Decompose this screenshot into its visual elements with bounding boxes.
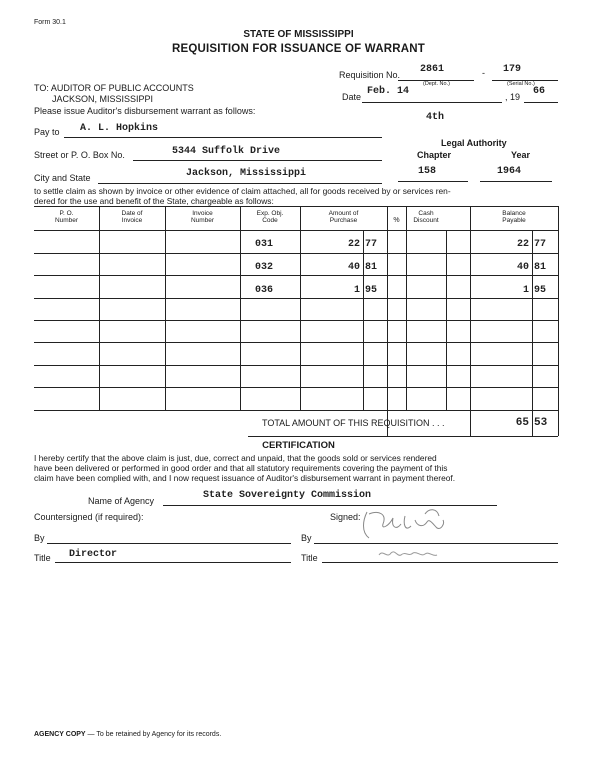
settle-text-line2: dered for the use and benefit of the State, chargeable as follows:	[34, 196, 274, 206]
certification-heading: CERTIFICATION	[262, 440, 335, 451]
form-number: Form 30.1	[34, 19, 66, 26]
certification-line1: I hereby certify that the above claim is just, due, correct and unpaid, that the goods sold or services rendered	[34, 453, 437, 463]
date-value: Feb. 14	[367, 86, 410, 97]
header-amount: Amount of Purchase	[328, 210, 359, 224]
signer-by-label: By	[301, 533, 312, 543]
countersign-title-value: Director	[69, 549, 118, 560]
total-cents: 53	[534, 417, 548, 429]
row1-balance-cents: 77	[534, 239, 547, 250]
footer-text: — To be retained by Agency for its records.	[85, 731, 222, 738]
header-code: Exp. Obj. Code	[256, 210, 284, 224]
agency-value: State Sovereignty Commission	[203, 490, 372, 501]
total-label: TOTAL AMOUNT OF THIS REQUISITION . . .	[262, 418, 445, 428]
countersigned-label: Countersigned (if required):	[34, 512, 144, 522]
dept-caption: (Dept. No.)	[423, 81, 450, 87]
year-label: Year	[511, 150, 531, 160]
row1-amount-dollars: 22	[347, 239, 360, 250]
footer	[34, 731, 221, 738]
legal-authority-heading: Legal Authority	[441, 138, 507, 148]
signature	[345, 504, 465, 544]
date-label: Date	[342, 92, 362, 102]
header-invoice: Invoice Number	[190, 210, 215, 224]
certification-line3: claim have been complied with, and I now request issuance of Auditor's disbursement warrant in payment thereof.	[34, 473, 456, 483]
row2-amount-dollars: 40	[347, 262, 360, 273]
dept-number: 2861	[420, 64, 445, 75]
row3-balance-dollars: 1	[522, 285, 529, 296]
agency-label: Name of Agency	[88, 496, 155, 506]
city-value: Jackson, Mississippi	[186, 168, 307, 179]
header-date: Date of Invoice	[121, 210, 143, 224]
street-label: Street or P. O. Box No.	[34, 150, 125, 160]
signature-title-scribble	[375, 545, 445, 563]
row1-balance-dollars: 22	[516, 239, 529, 250]
total-dollars: 65	[515, 417, 529, 429]
row3-amount-dollars: 1	[353, 285, 360, 296]
row3-balance-cents: 95	[534, 285, 547, 296]
payee-value: A. L. Hopkins	[80, 123, 159, 134]
payee-label: Pay to	[34, 127, 60, 137]
chapter-label: Chapter	[417, 150, 452, 160]
row2-code: 032	[255, 262, 274, 273]
row2-balance-dollars: 40	[516, 262, 529, 273]
header-discount: Cash Discount	[413, 210, 439, 224]
row1-amount-cents: 77	[365, 239, 378, 250]
settle-text-line1: to settle claim as shown by invoice or other evidence of claim attached, all for goods received by or services ren-	[34, 186, 451, 196]
certification-line2: have been delivered or performed in good order and that all statutory requirements covering the payment of this	[34, 463, 448, 473]
row2-amount-cents: 81	[365, 262, 378, 273]
year-prefix: , 19	[505, 92, 521, 102]
addressee-line1: TO: AUDITOR OF PUBLIC ACCOUNTS	[34, 83, 194, 93]
authority-year-value: 1964	[497, 166, 522, 177]
countersign-by-label: By	[34, 533, 45, 543]
date-year: 66	[533, 86, 546, 97]
instruction-text: Please issue Auditor's disbursement warrant as follows:	[34, 106, 256, 116]
state-title: STATE OF MISSISSIPPI	[243, 29, 354, 40]
signer-title-label: Title	[301, 553, 318, 563]
row3-amount-cents: 95	[365, 285, 378, 296]
chapter-value: 158	[418, 166, 437, 177]
requisition-label: Requisition No.	[339, 70, 401, 80]
city-label: City and State	[34, 173, 91, 183]
serial-number: 179	[503, 64, 522, 75]
row2-balance-cents: 81	[534, 262, 547, 273]
footer-agency-copy: AGENCY COPY	[34, 731, 86, 738]
serial-caption: (Serial No.)	[507, 81, 535, 87]
legal-day: 4th	[426, 112, 445, 123]
street-value: 5344 Suffolk Drive	[172, 146, 281, 157]
row1-code: 031	[255, 239, 274, 250]
addressee-line2: JACKSON, MISSISSIPPI	[52, 94, 154, 104]
countersign-title-label: Title	[34, 553, 51, 563]
row3-code: 036	[255, 285, 274, 296]
header-percent: %	[393, 217, 400, 224]
signed-label: Signed:	[330, 512, 361, 522]
form-title: REQUISITION FOR ISSUANCE OF WARRANT	[172, 43, 425, 55]
header-po: P. O. Number	[54, 210, 79, 224]
requisition-dash: -	[482, 68, 485, 78]
header-balance: Balance Payable	[502, 210, 526, 224]
